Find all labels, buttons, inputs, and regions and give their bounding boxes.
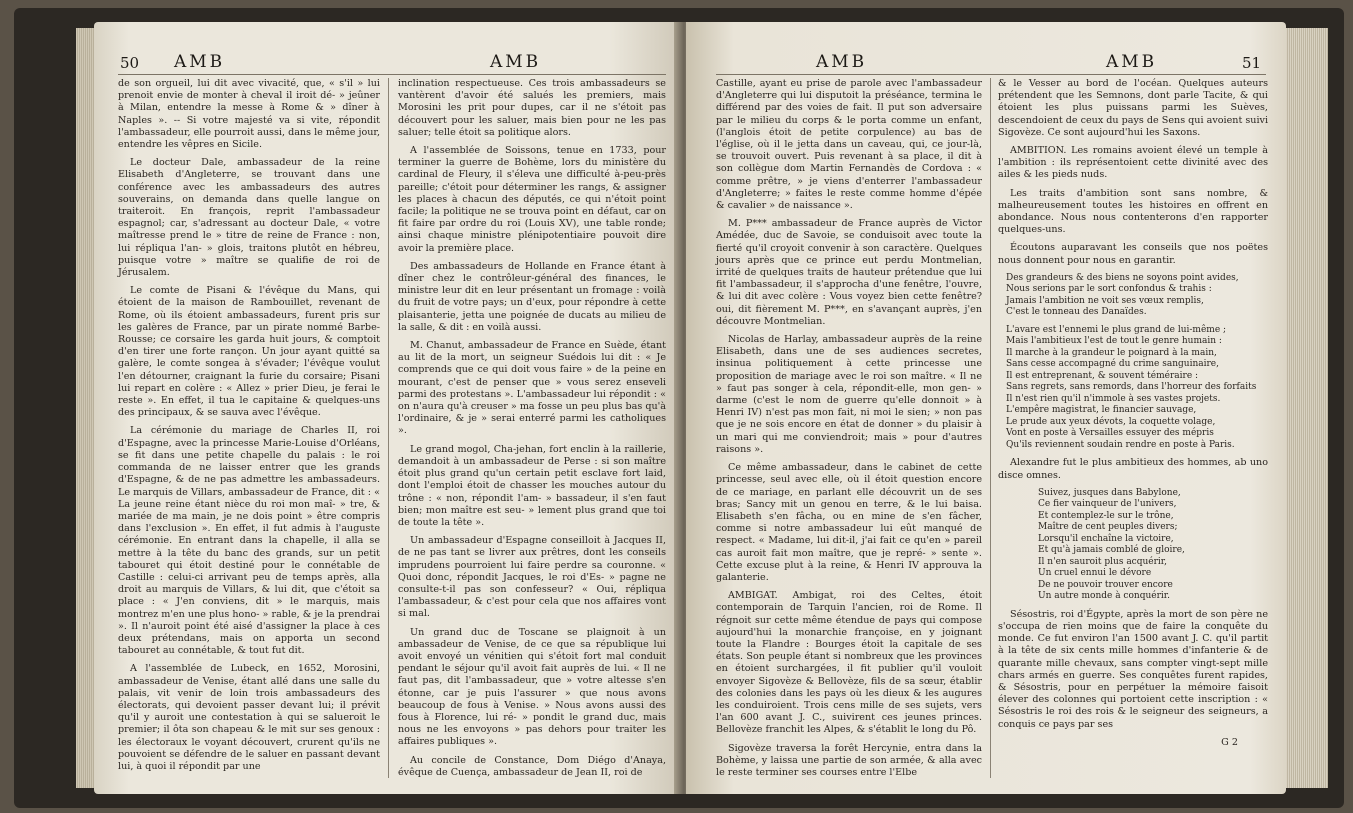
signature-mark: G 2: [1221, 736, 1238, 748]
paragraph: A l'assemblée de Soissons, tenue en 1733, pour terminer la guerre de Bohème, lors du ministère du cardinal de Fleury, il s'éleva une difficulté à-peu-près pareille; c'étoit pour déterminer les rangs, & assigner les places à chacun des députés, ce qui n'étoit point facile; la politique ne se trouva point en défaut, car on fit faire par ordre du roi (Louis XV), une table ronde; ainsi chaque ministre plénipotentiaire pouvoit dire avoir la première place.: [398, 145, 666, 254]
paragraph: Le grand mogol, Cha-jehan, fort enclin à la raillerie, demandoit à un ambassadeur de Perse : si son maître étoit plus grand qu'un certain petit esclave fort laid, dont l'emploi étoit de chasser les mouches autour du trône : « non, répondit l'am- » bassadeur, il s'en faut bien; mon maître est seu- » lement plus grand que toi de toute la tête ».: [398, 443, 666, 528]
paragraph: Sésostris, roi d'Égypte, après la mort de son père ne s'occupa de rien moins que de faire la conquête du monde. Ce fut environ l'an 1500 avant J. C. qu'il partit à la tête de six cents mille hommes d'infanterie & de quarante mille chevaux, sans compter vingt-sept mille chars armés en guerre. Ses conquêtes furent rapides, & Sésostris, pour en perpétuer la mémoire faisoit élever des colonnes qui portoient cette inscription : « Sésostris le roi des rois & le seigneur des seigneurs, a conquis ce pays par ses: [998, 608, 1268, 730]
right-page-edges: [1284, 28, 1328, 788]
left-page-column-2: [398, 78, 666, 785]
paragraph: La cérémonie du mariage de Charles II, roi d'Espagne, avec la princesse Marie-Louise d'Orléans, se fit dans une petite chapelle du palais : le roi commanda de ne laisser entrer que les grands d'Espagne, & de ne pas admettre les ambassadeurs. Le marquis de Villars, ambassadeur de France, dit : « La jeune reine étant nièce du roi mon maî- » tre, & mariée de ma main, je ne dois point » être compris dans l'exclusion ». En effet, il fut admis à l'auguste cérémonie. En entrant dans la chapelle, il alla se mettre à la tête du banc des grands, sur un petit tabouret qui étoit destiné pour le connétable de Castille : celui-ci arrivant peu de temps après, alla droit au marquis de Villars, & lui dit, que c'étoit sa place : « J'en conviens, dit » le marquis, mais montrez m'en une plus hono- » rable, & je la prendrai ». Il n'auroit point été aisé d'assigner la place à ces deux prétendans, mais on apporta un second tabouret au connétable, & tout fut dit.: [118, 425, 381, 657]
left-page: [94, 22, 680, 794]
page-number-left: 50: [120, 54, 140, 72]
paragraph: Un ambassadeur d'Espagne conseilloit à Jacques II, de ne pas tant se livrer aux prêtres, dont les conseils imprudens pourroient lui faire perdre sa couronne. « Quoi donc, répondit Jacques, le roi d'Es- » pagne ne consulte-t-il pas son confesseur? « Oui, répliqua l'ambassadeur, & c'est pour cela que nos affaires vont si mal.: [398, 535, 666, 620]
paragraph: Sigovèze traversa la forêt Hercynie, entra dans la Bohème, y laissa une partie de son armée, & alla avec le reste terminer ses courses entre l'Elbe: [716, 742, 982, 778]
running-head-left-center: AMB: [490, 52, 542, 72]
paragraph: Castille, ayant eu prise de parole avec l'ambassadeur d'Angleterre qui lui disputoit la préséance, termina le différend par des voies de fait. Il put son adversaire par le milieu du corps & le porta comme un enfant, (l'anglois étoit de petite corpulence) au bas de l'église, où il le jetta dans un caveau, qui, ce jour-là, se trouvoit ouvert. Puis revenant à sa place, il dit à son collègue dom Martin Fernandès de Cordova : « comme prêtre, » je viens d'enterrer l'ambassadeur d'Angleterre; » faites le reste comme homme d'épée & cavalier » de naissance ».: [716, 78, 982, 212]
running-head-right-center: AMB: [816, 52, 868, 72]
paragraph: Écoutons auparavant les conseils que nos poëtes nous donnent pour nous en garantir.: [998, 242, 1268, 266]
paragraph: M. Chanut, ambassadeur de France en Suède, étant au lit de la mort, un seigneur Suédois lui dit : « Je comprends que ce qui doit vous faire » de la peine en mourant, c'est de penser que » vous serez enseveli parmi des protestans ». L'ambassadeur lui répondit : « on n'aura qu'à creuser » ma fosse un peu plus bas qu'à l'ordinaire, & je » serai enterré parmi les catholiques ».: [398, 340, 666, 437]
open-book: [14, 8, 1344, 808]
paragraph: Au concile de Constance, Dom Diégo d'Anaya, évêque de Cuença, ambassadeur de Jean II, roi de: [398, 754, 666, 778]
left-page-column-1: [118, 78, 380, 779]
paragraph: & le Vesser au bord de l'océan. Quelques auteurs prétendent que les Semnons, dont parle Tacite, & qui étoient les plus puissans parmi les Suèves, descendoient de ceux du pays de Sens qui avoient suivi Sigovèze. Ce sont aujourd'hui les Saxons.: [998, 78, 1269, 138]
paragraph: Le docteur Dale, ambassadeur de la reine Elisabeth d'Angleterre, se trouvant dans une conférence avec les ambassadeurs des autres souverains, on demanda dans quelle langue on traiteroit. En françois, reprit l'ambassadeur espagnol; car, s'adressant au docteur Dale, « votre maîtresse prend le » titre de reine de France : non, lui répliqua l'an- » glois, traitons plutôt en hébreu, puisque votre » maître se qualifie de roi de Jérusalem.: [118, 157, 380, 279]
right-page: [686, 22, 1286, 794]
paragraph: Le comte de Pisani & l'évêque du Mans, qui étoient de la maison de Rambouillet, revenant de Rome, où ils étoient ambassadeurs, furent pris sur les galères de France, par un pirate nommé Barbe-Rousse; ce corsaire les garda huit jours, & comptoit d'en tirer une forte rançon. Un jour ayant quitté sa galère, le comte songea à s'évader; l'évêque voulut l'en détourner, craignant la furie du corsaire; Pisani lui repart en colère : « Allez » prier Dieu, je ferai le reste ». En effet, il tua le capitaine & quelques-uns des principaux, & se sauva avec l'évêque.: [118, 285, 380, 419]
paragraph: inclination respectueuse. Ces trois ambassadeurs se vantèrent d'avoir été salués les premiers, mais Morosini les prit pour dupes, car il ne s'étoit pas découvert pour les saluer, mais bien pour ne les pas saluer; telle étoit sa politique alors.: [398, 78, 666, 138]
header-rule-right: [716, 74, 1266, 75]
verse: Des grandeurs & des biens ne soyons point avides, Nous serions par le sort confondus & trahis : Jamais l'ambition ne voit ses vœux remplis, C'est le tonneau des Danaïdes.: [1006, 272, 1239, 318]
running-head-right: AMB: [1106, 52, 1158, 72]
paragraph: de son orgueil, lui dit avec vivacité, que, « s'il » lui prenoit envie de monter à cheval il iroit dé- » jeûner à Milan, entendre la messe à Rome & » dîner à Naples ». -- Si votre majesté va si vite, répondit l'ambassadeur, elle pourroit aussi, dans le même jour, entendre les vêpres en Sicile.: [118, 78, 380, 151]
paragraph: Ce même ambassadeur, dans le cabinet de cette princesse, seul avec elle, où il étoit question encore de ce mariage, en parlant elle découvrit un de ses bras; Sancy mit un genou en terre, & le lui baisa. Elisabeth s'en fâcha, ou en mine de s'en fâcher, comme si notre ambassadeur lui eût manqué de respect. « Madame, lui dit-il, j'ai fait ce qu'en » pareil cas auroit fait mon maître, que je repré- » sente ». Cette excuse plut à la reine, & Henri IV approuva la galanterie.: [716, 462, 982, 583]
verse: L'avare est l'ennemi le plus grand de lui-même ; Mais l'ambitieux l'est de tout le genre humain : Il marche à la grandeur le poignard à la main, Sans cesse accompagné du crime sanguinaire, Il est entreprenant, & souvent téméraire : Sans regrets, sans remords, dans l'horreur des forfaits Il n'est rien qu'il n'immole à ses vastes projets. L'empêre magistrat, le financier sauvage, Le prude aux yeux dévots, la coquette volage, Vont en poste à Versailles essuyer des mépris Qu'ils reviennent soudain rendre en poste à Paris.: [1006, 324, 1257, 450]
paragraph: M. P*** ambassadeur de France auprès de Victor Amédée, duc de Savoie, se conduisoit avec toute la fierté qu'il croyoit convenir à son caractère. Quelques jours après que ce prince eut perdu Montmelian, irrité de quelques traits de hauteur prétendue que lui fit l'ambassadeur, il s'approcha d'une fenêtre, l'ouvre, & lui dit avec colère : Vous voyez bien cette fenêtre? oui, dit fièrement M. P***, en s'avançant auprès, j'en découvre Montmelian.: [716, 218, 982, 327]
paragraph: AMBIGAT. Ambigat, roi des Celtes, étoit contemporain de Tarquin l'ancien, roi de Rome. Il régnoit sur cette même étendue de pays qui compose aujourd'hui la monarchie françoise, en y joignant toute la Flandre : Bourges étoit la capitale de ses états. Son peuple étant si nombreux que les provinces en étoient surchargées, il fit publier qu'il vouloit envoyer Sigovèze & Bellovèze, fils de sa sœur, établir des colonies dans les pays où les dieux & les augures les conduiroient. Trois cens mille de ses sujets, vers l'an 600 avant J. C., suivirent ces jeunes princes. Bellovèze franchit les Alpes, & s'établit le long du Pô.: [716, 590, 982, 736]
paragraph: Les traits d'ambition sont sans nombre, & malheureusement toutes les histoires en offrent en abondance. Nous nous contenterons d'en rapporter quelques-uns.: [998, 187, 1268, 236]
running-head-left: AMB: [174, 52, 226, 72]
entry-ambition: AMBITION. Les romains avoient élevé un temple à l'ambition : ils représentoient cette divinité avec des ailes & les pieds nuds.: [998, 145, 1268, 181]
verse: Suivez, jusques dans Babylone, Ce fier vainqueur de l'univers, Et contemplez-le sur le trône, Maître de cent peuples divers; Lorsqu'il enchaîne la victoire, Et qu'à jamais comblé de gloire, Il n'en sauroit plus acquérir, Un cruel ennui le dévore De ne pouvoir trouver encore Un autre monde à conquérir.: [1038, 487, 1185, 602]
paragraph: Alexandre fut le plus ambitieux des hommes, ab uno disce omnes.: [998, 457, 1268, 481]
right-page-column-2: [998, 78, 1268, 755]
paragraph: A l'assemblée de Lubeck, en 1652, Morosini, ambassadeur de Venise, étant allé dans une salle du palais, vit venir de loin trois ambassadeurs des électorats, qui devoient passer devant lui; il prévit qu'il y auroit une contestation à qui se salueroit le premier; il ôta son chapeau & le mit sur ses genoux : les électoraux le voyant découvert, crurent qu'ils ne pouvoient se défendre de le saluer en passant devant lui, à quoi il répondit par une: [118, 663, 380, 772]
paragraph: Un grand duc de Toscane se plaignoit à un ambassadeur de Venise, de ce que sa république lui avoit envoyé un vénitien qui s'étoit fort mal conduit pendant le séjour qu'il avoit fait auprès de lui. « Il ne faut pas, dit l'ambassadeur, que » votre altesse s'en étonne, car je puis l'assurer » que nous avons beaucoup de fous à Venise. » Nous avons aussi des fous à Florence, lui ré- » pondit le grand duc, mais nous ne les envoyons » pas dehors pour traiter les affaires publiques ».: [398, 626, 666, 748]
column-divider: [990, 78, 991, 778]
paragraph: Nicolas de Harlay, ambassadeur auprès de la reine Elisabeth, dans une de ses audiences secretes, insinua politiquement à cette princesse une proposition de mariage avec le roi son maître. « Il ne » faut pas songer à cela, répondit-elle, mon gen- » darme (c'est le nom de guerre qu'elle donnoit » à Henri IV) n'est pas mon fait, ni moi le sien; » non pas que je ne sois encore en état de donner » du plaisir à un mari qui me conviendroit; mais » pour d'autres raisons ».: [716, 334, 982, 455]
left-page-edges: [76, 28, 96, 788]
page-number-right: 51: [1242, 54, 1262, 72]
header-rule-left: [118, 74, 666, 75]
right-page-column-1: [716, 78, 982, 785]
paragraph: Des ambassadeurs de Hollande en France étant à dîner chez le contrôleur-général des finances, le ministre leur dit en leur présentant un fromage : voilà du fruit de votre pays; un d'eux, pour répondre à cette plaisanterie, jetta une poignée de ducats au milieu de la salle, & dit : en voilà aussi.: [398, 260, 666, 333]
column-divider: [388, 78, 389, 778]
